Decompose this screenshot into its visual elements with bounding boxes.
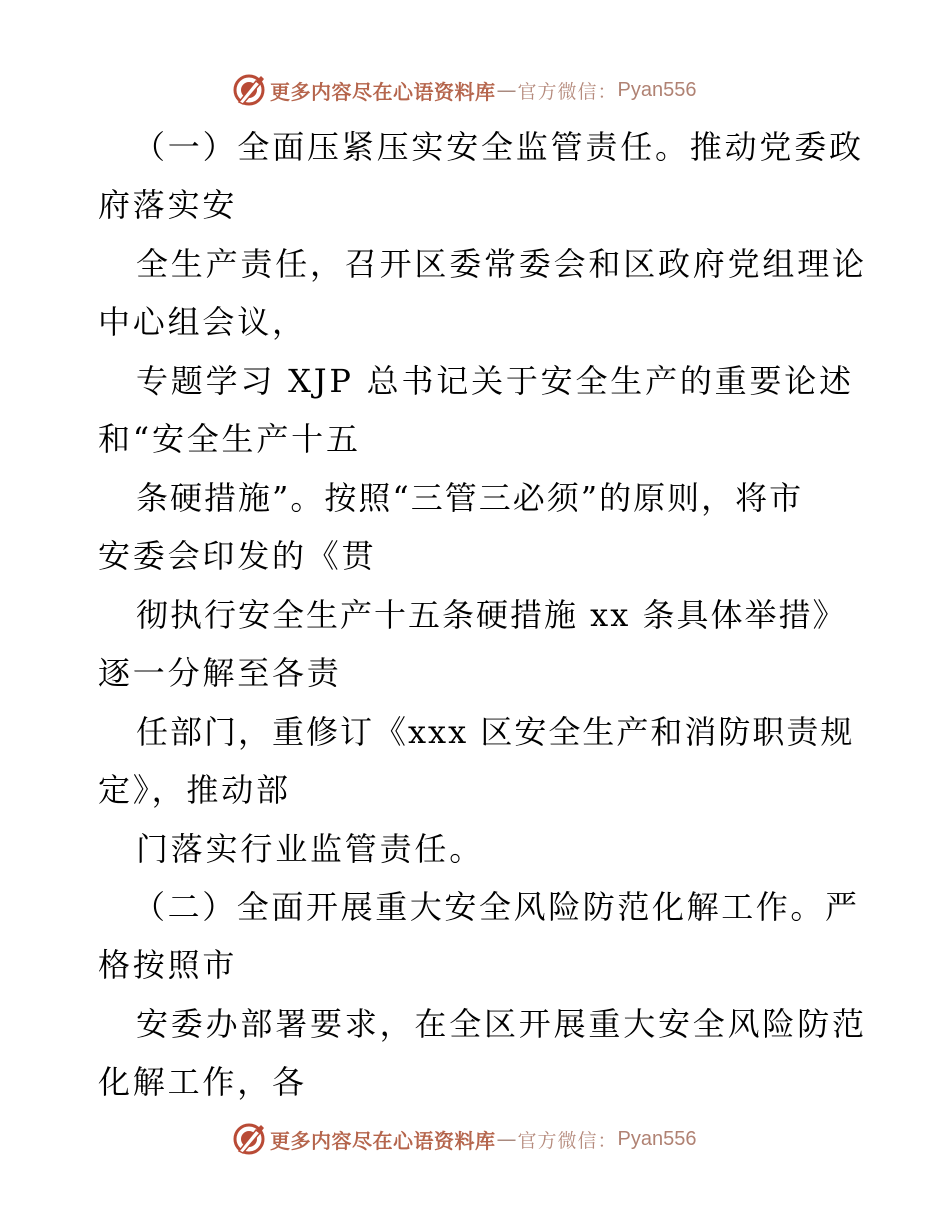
banner-separator: — [496,78,517,102]
footer-watermark-banner [232,1122,696,1156]
body-line: 条硬措施”。按照“三管三必须”的原则，将市 [136,479,804,517]
body-line: 全生产责任，召开区委常委会和区政府党组理论 [136,245,867,283]
body-line: 门落实行业监管责任。 [136,830,485,868]
pen-logo-icon [232,73,266,107]
body-line: 任部门，重修订《xxx 区安全生产和消防职责规 [136,713,855,751]
banner-wechat-id: Pyan556 [617,78,697,101]
body-line: （二）全面开展重大安全风险防范化解工作。严 [133,888,860,926]
body-line: 专题学习 XJP 总书记关于安全生产的重要论述 [136,362,854,400]
header-watermark-banner [232,73,696,107]
body-line: 化解工作，各 [98,1063,307,1101]
body-line: 定》，推动部 [98,771,291,809]
banner-brand-text: 更多内容尽在心语资料库 [270,1128,496,1153]
banner-wechat-label: 官方微信： [517,1129,618,1152]
body-line: 安委会印发的《贯 [98,537,377,575]
body-line: 彻执行安全生产十五条硬措施 xx 条具体举措》 [136,596,847,634]
body-line: 逐一分解至各责 [98,654,342,692]
body-line: 格按照市 [98,946,238,984]
banner-wechat-id: Pyan556 [617,1127,697,1150]
body-line: 府落实安 [98,186,238,224]
body-line: 和“安全生产十五 [98,420,361,458]
body-line: （一）全面压紧压实安全监管责任。推动党委政 [133,128,864,166]
body-line: 中心组会议， [98,303,307,341]
banner-separator: — [496,1127,517,1151]
banner-brand-text: 更多内容尽在心语资料库 [270,79,496,104]
pen-logo-icon [232,1122,266,1156]
body-line: 安委办部署要求，在全区开展重大安全风险防范 [136,1005,867,1043]
banner-wechat-label: 官方微信： [517,80,618,103]
